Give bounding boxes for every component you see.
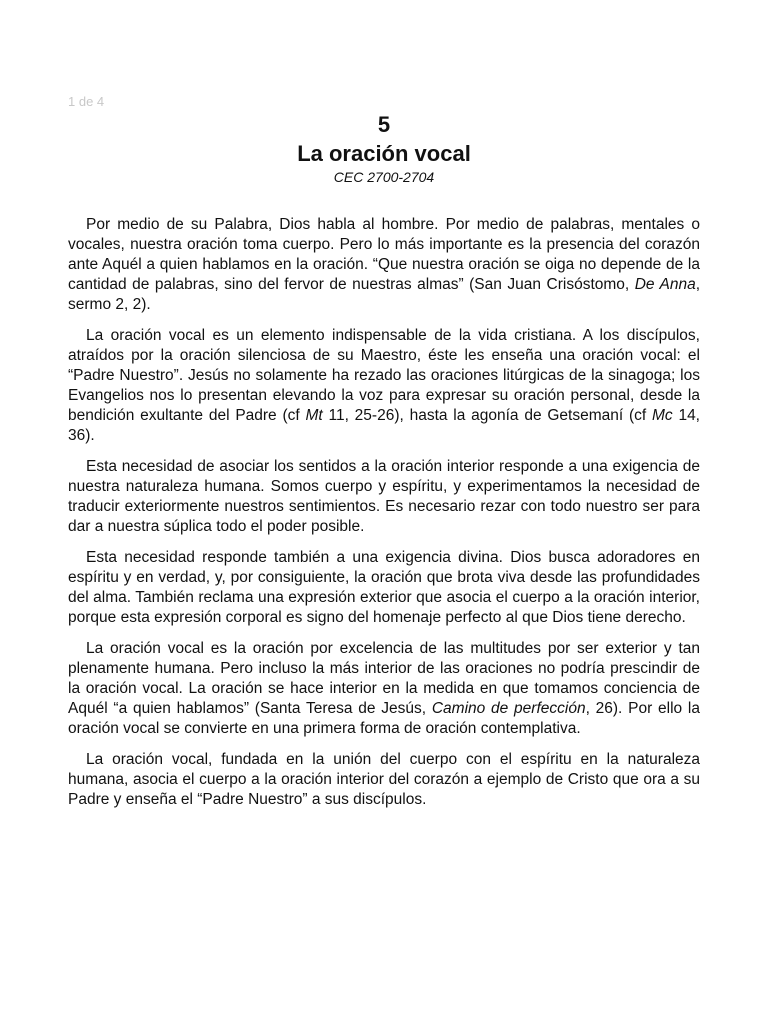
text-run: , sermo 2, 2). [68, 276, 700, 313]
text-run: 11, 25-26), hasta la agonía de Getsemaní (cf [322, 407, 652, 424]
paragraph-3 [68, 457, 700, 537]
paragraph-4 [68, 548, 700, 628]
text-run: Esta necesidad responde también a una exigencia divina. Dios busca adoradores en espíritu y en verdad, y, por consiguiente, la oración que brota viva desde las profundidades del alma. También reclama una expresión exterior que asocia el cuerpo a la oración interior, porque esta expresión corporal es signo del homenaje perfecto al que Dios tiene derecho. [68, 549, 700, 626]
text-run: La oración vocal es un elemento indispensable de la vida cristiana. A los discípulos, atraídos por la oración silenciosa de su Maestro, éste les enseña una oración vocal: el “Padre Nuestro”. Jesús no solamente ha rezado las oraciones litúrgicas de la sinagoga; los Evangelios nos lo presentan elevando la voz para expresar su oración personal, desde la bendición exultante del Padre (cf [68, 327, 700, 424]
chapter-header [0, 112, 768, 186]
paragraph-6 [68, 750, 700, 810]
chapter-title: La oración vocal [297, 141, 471, 166]
paragraph-1 [68, 215, 700, 315]
text-run: 14, 36). [68, 407, 700, 444]
page-counter: 1 de 4 [68, 94, 105, 109]
text-run: La oración vocal es la oración por excelencia de las multitudes por ser exterior y tan plenamente humana. Pero incluso la más interior de las oraciones no podría prescindir de la oración vocal. La oración se hace interior en la medida en que tomamos conciencia de Aquél “a quien hablamos” (Santa Teresa de Jesús, [68, 640, 700, 717]
chapter-number: 5 [377, 112, 391, 137]
italic-citation: Mt [305, 407, 323, 424]
paragraph-5 [68, 639, 700, 739]
document-body [68, 215, 700, 821]
italic-citation: De Anna [634, 276, 696, 293]
text-run: , 26). Por ello la oración vocal se convierte en una primera forma de oración contemplativa. [68, 700, 700, 737]
paragraph-2 [68, 326, 700, 446]
text-run: Por medio de su Palabra, Dios habla al hombre. Por medio de palabras, mentales o vocales, nuestra oración toma cuerpo. Pero lo más importante es la presencia del corazón ante Aquél a quien hablamos en la oración. “Que nuestra oración se oiga no depende de la cantidad de palabras, sino del fervor de nuestras almas” (San Juan Crisóstomo, [68, 216, 700, 293]
italic-citation: Camino de perfección [431, 700, 586, 717]
italic-citation: Mc [651, 407, 673, 424]
catechism-reference: CEC 2700-2704 [333, 169, 435, 185]
text-run: Esta necesidad de asociar los sentidos a la oración interior responde a una exigencia de nuestra naturaleza humana. Somos cuerpo y espíritu, y experimentamos la necesidad de traducir exteriormente nuestros sentimientos. Es necesario rezar con todo nuestro ser para dar a nuestra súplica todo el poder posible. [68, 458, 700, 535]
text-run: La oración vocal, fundada en la unión del cuerpo con el espíritu en la naturaleza humana, asocia el cuerpo a la oración interior del corazón a ejemplo de Cristo que ora a su Padre y enseña el “Padre Nuestro” a sus discípulos. [68, 751, 700, 808]
